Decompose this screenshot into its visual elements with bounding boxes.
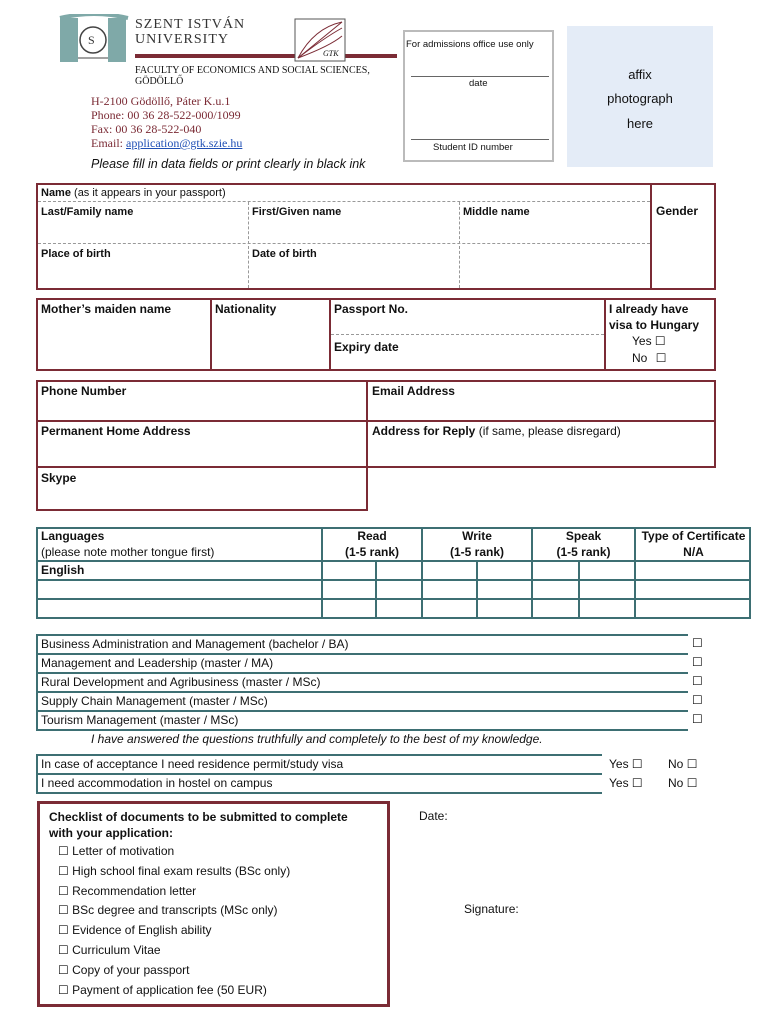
- middle-name-label: Middle name: [463, 206, 530, 218]
- lang-row-line-1: [36, 560, 751, 562]
- middle-name-field[interactable]: [460, 220, 650, 242]
- office-use-title: For admissions office use only: [406, 39, 534, 50]
- question-1-no-label: No: [668, 776, 684, 790]
- read-rank: (1-5 rank): [344, 545, 400, 559]
- reply-address-note: (if same, please disregard): [475, 424, 621, 438]
- checklist-label-5: Curriculum Vitae: [72, 943, 161, 957]
- email-link[interactable]: application@gtk.szie.hu: [126, 136, 243, 150]
- phone-number-label: Phone Number: [41, 384, 127, 398]
- checklist-checkbox-5[interactable]: ☐: [58, 943, 69, 957]
- checklist-label-2: Recommendation letter: [72, 884, 197, 898]
- visa-no-label: No: [632, 351, 648, 365]
- question-0-text: In case of acceptance I need residence permit/study visa: [41, 757, 344, 771]
- checklist-item-7[interactable]: [58, 983, 267, 997]
- question-0-no-checkbox[interactable]: ☐: [686, 757, 698, 771]
- reply-address-field[interactable]: [368, 440, 714, 466]
- program-line-4: [36, 710, 688, 712]
- speak-heading: Speak: [565, 529, 602, 543]
- question-line-0: [36, 754, 602, 756]
- mothers-maiden-name-label: Mother’s maiden name: [41, 302, 172, 316]
- name-row-separator: [38, 243, 650, 244]
- question-1-text: I need accommodation in hostel on campus: [41, 776, 273, 790]
- signature-label: Signature:: [464, 902, 519, 916]
- gender-field[interactable]: [652, 222, 714, 288]
- signature-field[interactable]: [530, 896, 730, 920]
- question-0-yes-checkbox[interactable]: ☐: [631, 757, 643, 771]
- university-name-line1: SZENT ISTVÁN: [135, 17, 246, 32]
- checklist-item-1[interactable]: [58, 864, 290, 878]
- question-1-yes-label: Yes: [609, 776, 629, 790]
- question-1-no-checkbox[interactable]: ☐: [686, 776, 698, 790]
- date-label: Date:: [419, 809, 448, 823]
- place-of-birth-label: Place of birth: [41, 248, 111, 260]
- program-item-4: Tourism Management (master / MSc): [41, 713, 239, 727]
- passport-separator: [331, 334, 604, 335]
- checklist-item-5[interactable]: [58, 943, 161, 957]
- checklist-item-2[interactable]: [58, 884, 196, 898]
- expiry-date-label: Expiry date: [334, 340, 399, 354]
- logo-underline: [135, 54, 397, 58]
- program-line-0: [36, 634, 688, 636]
- checklist-checkbox-0[interactable]: ☐: [58, 844, 69, 858]
- checklist-item-4[interactable]: [58, 923, 212, 937]
- nationality-label: Nationality: [215, 302, 277, 316]
- program-line-2: [36, 672, 688, 674]
- office-use-box: [403, 30, 554, 162]
- question-1-yes[interactable]: [609, 776, 643, 790]
- visa-no-checkbox[interactable]: ☐: [655, 351, 667, 365]
- languages-heading: Languages: [41, 529, 105, 543]
- last-name-label: Last/Family name: [41, 206, 134, 218]
- office-id-label: Student ID number: [433, 142, 513, 153]
- university-logo: [58, 14, 130, 66]
- faculty-line1: FACULTY OF ECONOMICS AND SOCIAL SCIENCES,: [135, 65, 370, 76]
- reply-address-bold: Address for Reply: [372, 424, 476, 438]
- office-id-line: [411, 139, 549, 140]
- email-address-field[interactable]: [368, 400, 714, 419]
- checklist-label-7: Payment of application fee (50 EUR): [72, 983, 267, 997]
- university-name-line2: UNIVERSITY: [135, 32, 229, 47]
- mothers-maiden-name-field[interactable]: [38, 318, 210, 369]
- reply-address-label: [372, 424, 621, 438]
- last-name-field[interactable]: [38, 220, 248, 242]
- visa-yes-label: Yes: [632, 334, 652, 348]
- phone-text: Phone: 00 36 28-522-000/1099: [91, 108, 241, 122]
- program-line-5: [36, 729, 688, 731]
- checklist-label-1: High school final exam results (BSc only): [72, 864, 291, 878]
- visa-yes-checkbox[interactable]: ☐: [654, 334, 666, 348]
- program-left-border: [36, 634, 38, 730]
- name-heading: [41, 187, 226, 199]
- checklist-item-0[interactable]: [58, 844, 174, 858]
- photo-box[interactable]: [567, 26, 713, 167]
- program-checkbox-1[interactable]: ☐: [692, 655, 703, 669]
- checklist-label-0: Letter of motivation: [72, 844, 175, 858]
- lang-col-line-speak-sub: [578, 560, 580, 619]
- office-date-line: [411, 76, 549, 77]
- question-0-no-label: No: [668, 757, 684, 771]
- checklist-item-3[interactable]: [58, 903, 278, 917]
- checklist-title-line1: Checklist of documents to be submitted to complete: [49, 810, 348, 824]
- place-of-birth-field[interactable]: [38, 262, 248, 288]
- checklist-label-6: Copy of your passport: [72, 963, 190, 977]
- program-checkbox-4[interactable]: ☐: [692, 712, 703, 726]
- languages-note: (please note mother tongue first): [41, 545, 215, 559]
- photo-line2: photograph: [607, 91, 673, 106]
- declaration-text: I have answered the questions truthfully and completely to the best of my knowledge.: [91, 732, 543, 746]
- permanent-address-label: Permanent Home Address: [41, 424, 191, 438]
- date-field[interactable]: [455, 806, 705, 826]
- program-line-3: [36, 691, 688, 693]
- email-address-label: Email Address: [372, 384, 455, 398]
- program-checkbox-0[interactable]: ☐: [692, 636, 703, 650]
- passport-divider-3: [604, 298, 606, 371]
- permanent-address-field[interactable]: [38, 440, 366, 466]
- program-item-2: Rural Development and Agribusiness (master / MSc): [41, 675, 321, 689]
- email-line: [91, 136, 242, 151]
- visa-line2: visa to Hungary: [609, 318, 700, 332]
- photo-line3: here: [626, 116, 654, 131]
- office-date-label: date: [469, 78, 488, 89]
- read-heading: Read: [357, 529, 387, 543]
- checklist-checkbox-1[interactable]: ☐: [58, 864, 69, 878]
- instruction-text: Please fill in data fields or print clearly in black ink: [91, 157, 366, 171]
- question-line-1: [36, 773, 602, 775]
- checklist-checkbox-2[interactable]: ☐: [58, 884, 69, 898]
- svg-text:S: S: [88, 33, 95, 47]
- photo-line1: affix: [628, 67, 652, 82]
- skype-field[interactable]: [38, 487, 366, 509]
- checklist-label-3: BSc degree and transcripts (MSc only): [72, 903, 278, 917]
- program-checkbox-3[interactable]: ☐: [692, 693, 703, 707]
- checklist-checkbox-3[interactable]: ☐: [58, 903, 69, 917]
- contact-row-divider: [36, 420, 716, 422]
- passport-no-field[interactable]: [331, 316, 604, 333]
- lang-col-line-write-sub: [476, 560, 478, 619]
- question-1-no[interactable]: [668, 776, 697, 790]
- address-text: H-2100 Gödöllő, Páter K.u.1: [91, 94, 231, 108]
- name-heading-note: (as it appears in your passport): [70, 187, 226, 199]
- date-of-birth-label: Date of birth: [252, 248, 317, 260]
- program-checkbox-2[interactable]: ☐: [692, 674, 703, 688]
- question-0-yes-label: Yes: [609, 757, 629, 771]
- email-label: Email:: [91, 136, 126, 150]
- expiry-date-field[interactable]: [430, 340, 602, 368]
- question-line-2: [36, 792, 602, 794]
- gtk-label: GTK: [323, 49, 339, 58]
- visa-line1: I already have: [609, 302, 689, 316]
- question-0-yes[interactable]: [609, 757, 643, 771]
- program-line-1: [36, 653, 688, 655]
- gender-label: Gender: [656, 204, 699, 218]
- program-item-3: Supply Chain Management (master / MSc): [41, 694, 268, 708]
- language-row-1-label: English: [41, 563, 85, 577]
- lang-col-line-read-sub: [375, 560, 377, 619]
- first-name-field[interactable]: [249, 220, 459, 242]
- passport-no-label: Passport No.: [334, 302, 409, 316]
- question-left-border: [36, 754, 38, 793]
- write-heading: Write: [462, 529, 492, 543]
- program-item-1: Management and Leadership (master / MA): [41, 656, 274, 670]
- language-row-3-field[interactable]: [38, 600, 321, 617]
- checklist-checkbox-4[interactable]: ☐: [58, 923, 69, 937]
- faculty-line2: GÖDÖLLŐ: [135, 76, 184, 87]
- certificate-na: N/A: [683, 545, 704, 559]
- fax-text: Fax: 00 36 28-522-040: [91, 122, 202, 136]
- phone-number-field[interactable]: [38, 400, 366, 419]
- first-name-label: First/Given name: [252, 206, 342, 218]
- checklist-checkbox-7[interactable]: ☐: [58, 983, 69, 997]
- checklist-item-6[interactable]: [58, 963, 190, 977]
- write-rank: (1-5 rank): [449, 545, 505, 559]
- visa-yes-option[interactable]: [632, 334, 666, 348]
- skype-label: Skype: [41, 471, 77, 485]
- nationality-field[interactable]: [212, 318, 329, 369]
- checklist-checkbox-6[interactable]: ☐: [58, 963, 69, 977]
- name-heading-separator: [38, 201, 650, 202]
- question-1-yes-checkbox[interactable]: ☐: [631, 776, 643, 790]
- language-row-2-field[interactable]: [38, 581, 321, 598]
- name-heading-bold: Name: [41, 187, 71, 199]
- name-col-divider-2: [459, 202, 460, 288]
- visa-no-option[interactable]: [632, 351, 666, 365]
- certificate-heading: Type of Certificate: [641, 529, 746, 543]
- question-0-no[interactable]: [668, 757, 697, 771]
- checklist-label-4: Evidence of English ability: [72, 923, 212, 937]
- speak-rank: (1-5 rank): [556, 545, 611, 559]
- date-of-birth-field[interactable]: [249, 262, 459, 288]
- program-item-0: Business Administration and Management (bachelor / BA): [41, 637, 349, 651]
- checklist-title-line2: with your application:: [49, 826, 174, 840]
